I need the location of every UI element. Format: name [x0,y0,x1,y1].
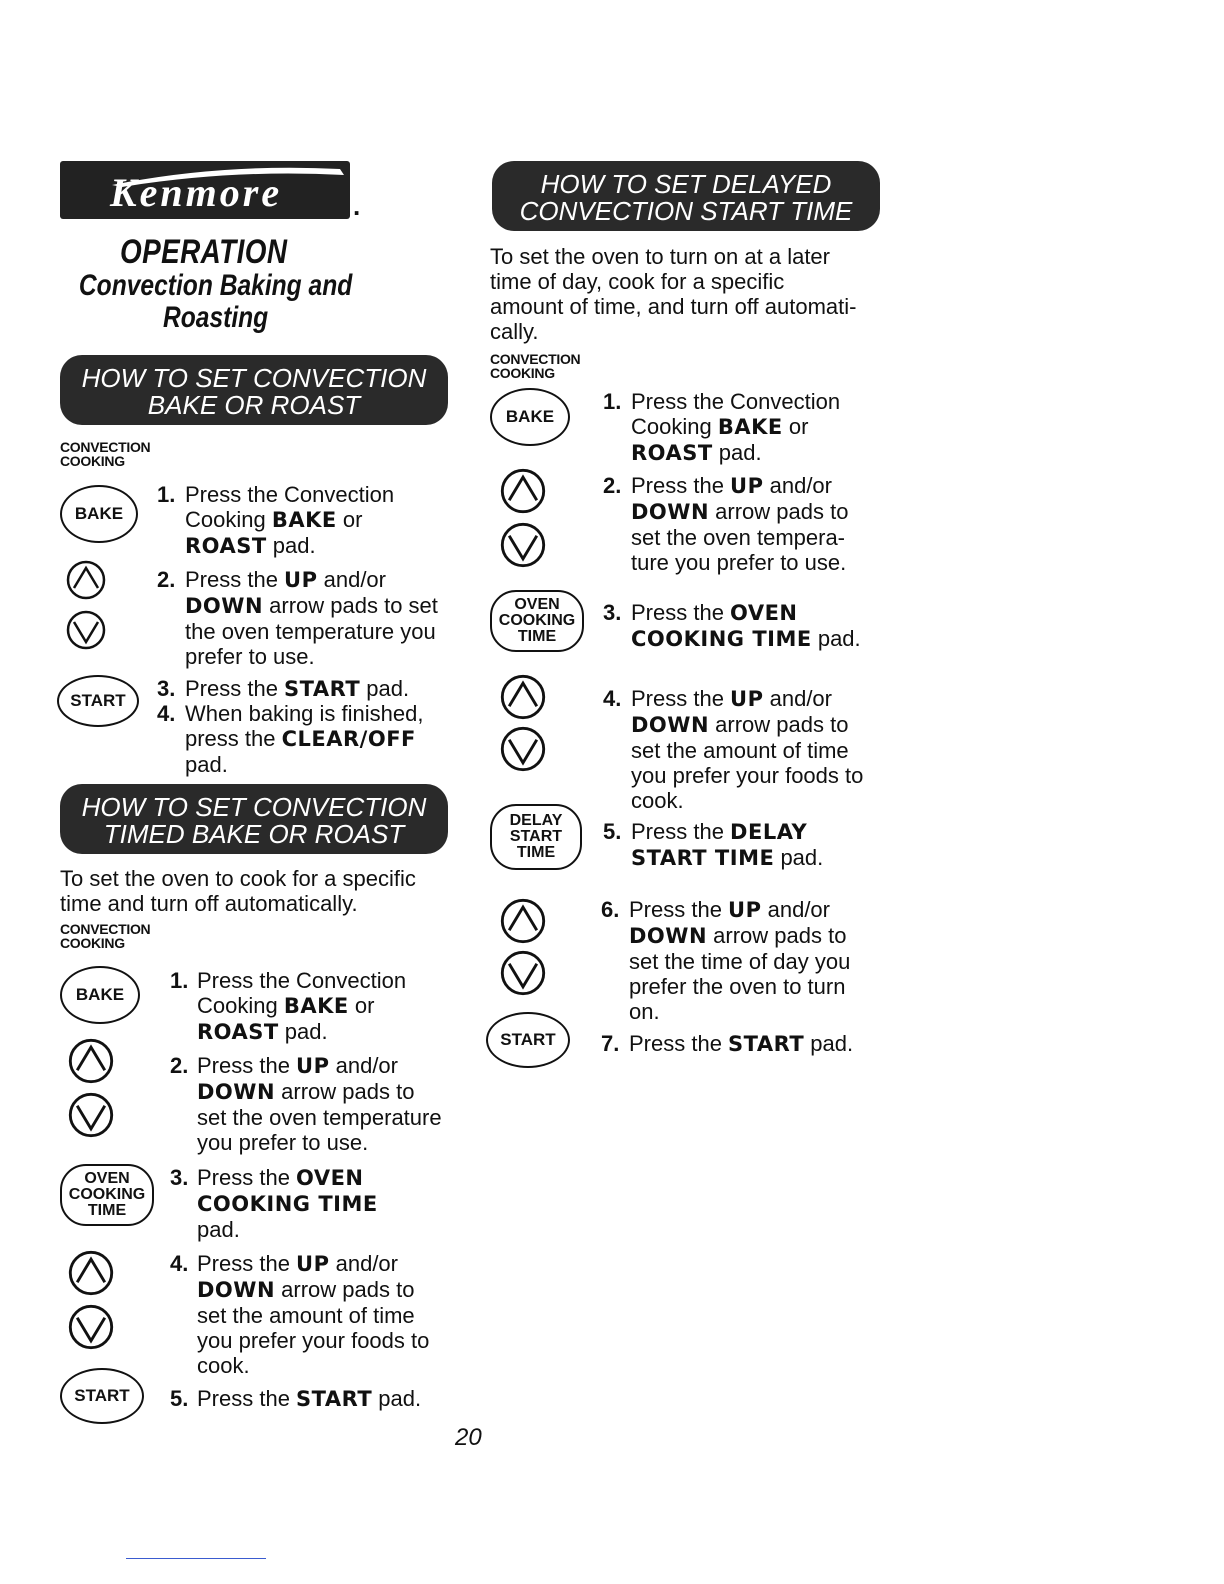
section2-step-3 [170,1165,460,1240]
step-keyword: UP [728,898,762,922]
convection-cooking-label [490,352,580,380]
bake-pad-label: BAKE [75,985,125,1004]
step-text: ture you prefer to use. [631,550,847,575]
convection-cooking-label [60,922,150,950]
step-text: Press the [631,686,731,711]
step-number: 3. [603,600,622,625]
pad-line: OVEN [84,1170,130,1187]
step-text: on. [629,999,660,1024]
bake-pad-label: BAKE [505,407,555,426]
step-text: arrow pads to set [263,593,438,618]
step-text: set the oven tempera- [631,525,846,550]
step-text: Press the [197,1386,297,1411]
step-text: press the [185,726,282,751]
step-text: prefer the oven to turn [629,974,846,999]
step-text: Press the [197,1251,297,1276]
bake-pad-icon [60,966,140,1024]
pad-line: TIME [517,628,557,645]
step-number: 5. [170,1386,189,1411]
step-keyword: CLEAR/OFF [281,727,416,751]
step-number: 3. [157,676,176,701]
page-number: 20 [455,1424,482,1451]
page-subtitle [68,270,363,334]
section1-step-4 [157,701,457,776]
step-number: 3. [170,1165,189,1190]
step-text: and/or [763,686,832,711]
intro-line: amount of time, and turn off automati- [490,294,857,319]
step-text: cook. [631,788,684,813]
label-line-2: COOKING [490,365,555,381]
step-keyword: ROAST [631,441,713,465]
step-keyword: OVEN [730,601,798,625]
step-text: Cooking [631,414,718,439]
step-keyword: DOWN [631,500,710,524]
oven-cooking-time-pad-icon [490,590,584,652]
logo-dot: . [353,191,361,221]
step-text: arrow pads to [709,499,849,524]
step-text: Press the [631,819,731,844]
step-text: pad. [811,626,861,651]
intro-line: To set the oven to cook for a specific [60,866,416,891]
pad-line: COOKING [68,1186,146,1203]
step-text: Press the [629,897,729,922]
step-text: set the time of day you [629,949,851,974]
step-keyword: ROAST [185,534,267,558]
step-text: Press the [185,676,285,701]
step-keyword: ROAST [197,1020,279,1044]
section3-step-1 [603,389,893,464]
step-text: pad. [774,845,824,870]
subtitle-line-2: Roasting [162,301,269,334]
step-text: Press the [185,567,285,592]
step-text: the oven temperature you [185,619,436,644]
step-keyword: COOKING TIME [197,1192,378,1216]
intro-line: time and turn off automatically. [60,891,358,916]
step-keyword: UP [296,1252,330,1276]
step-number: 2. [170,1053,189,1078]
step-number: 4. [603,686,622,711]
section1-step-3 [157,676,457,701]
step-number: 2. [157,567,176,592]
step-keyword: DOWN [629,924,708,948]
step-text: pad. [712,440,762,465]
bake-pad-icon [60,485,138,543]
step-keyword: BAKE [283,994,349,1018]
up-arrow-icon [500,674,546,720]
up-arrow-icon [66,560,106,600]
step-number: 1. [603,389,622,414]
step-text: pad. [372,1386,422,1411]
step-keyword: DOWN [631,713,710,737]
label-line-2: COOKING [60,453,125,469]
section2-step-4 [170,1251,460,1376]
step-text: pad. [197,1217,240,1242]
section-banner-convection-bake [60,355,448,425]
start-pad-icon [60,1368,144,1424]
up-arrow-icon [68,1250,114,1296]
step-text: and/or [763,473,832,498]
intro-line: To set the oven to turn on at a later [490,244,830,269]
banner-line-2: TIMED BAKE OR ROAST [103,819,405,849]
start-pad-label: START [70,691,126,710]
step-keyword: DELAY [730,820,808,844]
down-arrow-icon [68,1304,114,1350]
page-title: OPERATION [120,233,288,271]
step-text: and/or [329,1251,398,1276]
pad-line: DELAY [509,812,563,829]
step-text: you prefer to use. [197,1130,369,1155]
step-text: Press the Convection [631,389,841,414]
step-keyword: START [296,1387,373,1411]
step-text: pad. [278,1019,328,1044]
start-pad-icon [57,675,139,727]
section2-intro [60,866,450,916]
section3-step-6 [601,897,891,1022]
label-line-1: CONVECTION [60,439,151,455]
step-text: set the amount of time [197,1303,415,1328]
convection-cooking-label [60,440,150,468]
step-keyword: START [284,677,361,701]
step-number: 4. [170,1251,189,1276]
pad-line: COOKING [498,612,576,629]
up-arrow-icon [68,1038,114,1084]
section2-step-2 [170,1053,460,1153]
label-line-2: COOKING [60,935,125,951]
step-number: 5. [603,819,622,844]
step-text: Press the [629,1031,729,1056]
intro-line: cally. [490,319,539,344]
step-text: arrow pads to [709,712,849,737]
label-line-1: CONVECTION [490,351,581,367]
subtitle-line-1: Convection Baking and [78,269,353,302]
step-text: you prefer your foods to [631,763,864,788]
down-arrow-icon [500,522,546,568]
step-text: When baking is finished, [185,701,424,726]
step-keyword: COOKING TIME [631,627,812,651]
section3-intro [490,244,890,344]
banner-line-1: HOW TO SET DELAYED [540,169,832,199]
step-number: 1. [170,968,189,993]
step-text: Press the Convection [197,968,407,993]
step-keyword: UP [730,474,764,498]
step-text: pad. [266,533,316,558]
down-arrow-icon [500,950,546,996]
bake-pad-icon [490,388,570,446]
step-keyword: OVEN [296,1166,364,1190]
step-keyword: DOWN [185,594,264,618]
step-text: you prefer your foods to [197,1328,430,1353]
step-number: 4. [157,701,176,726]
bake-pad-label: BAKE [74,504,124,523]
oven-cooking-time-pad-icon [60,1164,154,1226]
step-text: set the amount of time [631,738,849,763]
step-text: Cooking [197,993,284,1018]
section3-step-2 [603,473,893,573]
step-text: Press the [631,473,731,498]
step-keyword: UP [284,568,318,592]
up-arrow-icon [500,898,546,944]
step-text: arrow pads to [275,1277,415,1302]
pad-line: TIME [516,844,556,861]
label-line-1: CONVECTION [60,921,151,937]
step-text: or [782,414,809,439]
step-text: prefer to use. [185,644,315,669]
pad-line: START [509,828,563,845]
step-text: and/or [329,1053,398,1078]
step-text: and/or [317,567,386,592]
step-text: pad. [360,676,410,701]
step-keyword: DOWN [197,1080,276,1104]
start-pad-label: START [500,1030,556,1049]
up-arrow-icon [500,468,546,514]
step-text: pad. [804,1031,854,1056]
banner-line-2: CONVECTION START TIME [519,196,853,226]
step-keyword: START [728,1032,805,1056]
step-text: cook. [197,1353,250,1378]
step-keyword: BAKE [717,415,783,439]
step-text: arrow pads to [275,1079,415,1104]
step-text: pad. [185,752,228,777]
banner-line-1: HOW TO SET CONVECTION [81,792,427,822]
step-number: 1. [157,482,176,507]
logo-text: Kenmore [110,170,283,215]
intro-line: time of day, cook for a specific [490,269,785,294]
step-text: Cooking [185,507,272,532]
step-keyword: DOWN [197,1278,276,1302]
section1-step-2 [157,567,457,667]
down-arrow-icon [66,610,106,650]
pad-line: TIME [87,1202,127,1219]
step-text: arrow pads to [707,923,847,948]
section3-step-4 [603,686,893,811]
start-pad-label: START [74,1386,130,1405]
step-text: Press the [631,600,731,625]
step-text: and/or [761,897,830,922]
section2-step-1 [170,968,460,1043]
section-banner-delayed-start [492,161,880,231]
step-text: Press the Convection [185,482,395,507]
start-pad-icon [486,1012,570,1068]
step-text: Press the [197,1053,297,1078]
step-number: 7. [601,1031,620,1056]
step-text: or [336,507,363,532]
step-keyword: UP [296,1054,330,1078]
step-keyword: BAKE [271,508,337,532]
delay-start-time-pad-icon [490,804,582,870]
banner-line-2: BAKE OR ROAST [147,390,361,420]
step-text: Press the [197,1165,297,1190]
section3-step-3 [603,600,893,650]
step-number: 2. [603,473,622,498]
section-banner-timed-bake [60,784,448,854]
step-number: 6. [601,897,620,922]
down-arrow-icon [500,726,546,772]
step-text: or [348,993,375,1018]
down-arrow-icon [68,1092,114,1138]
section3-step-5 [603,819,893,869]
banner-line-1: HOW TO SET CONVECTION [81,363,427,393]
step-keyword: UP [730,687,764,711]
step-keyword: START TIME [631,846,775,870]
kenmore-logo [60,161,350,219]
section1-step-1 [157,482,457,557]
pad-line: OVEN [514,596,560,613]
footer-rule [126,1558,266,1559]
section3-step-7 [601,1031,891,1056]
step-text: set the oven temperature [197,1105,442,1130]
section2-step-5 [170,1386,460,1411]
